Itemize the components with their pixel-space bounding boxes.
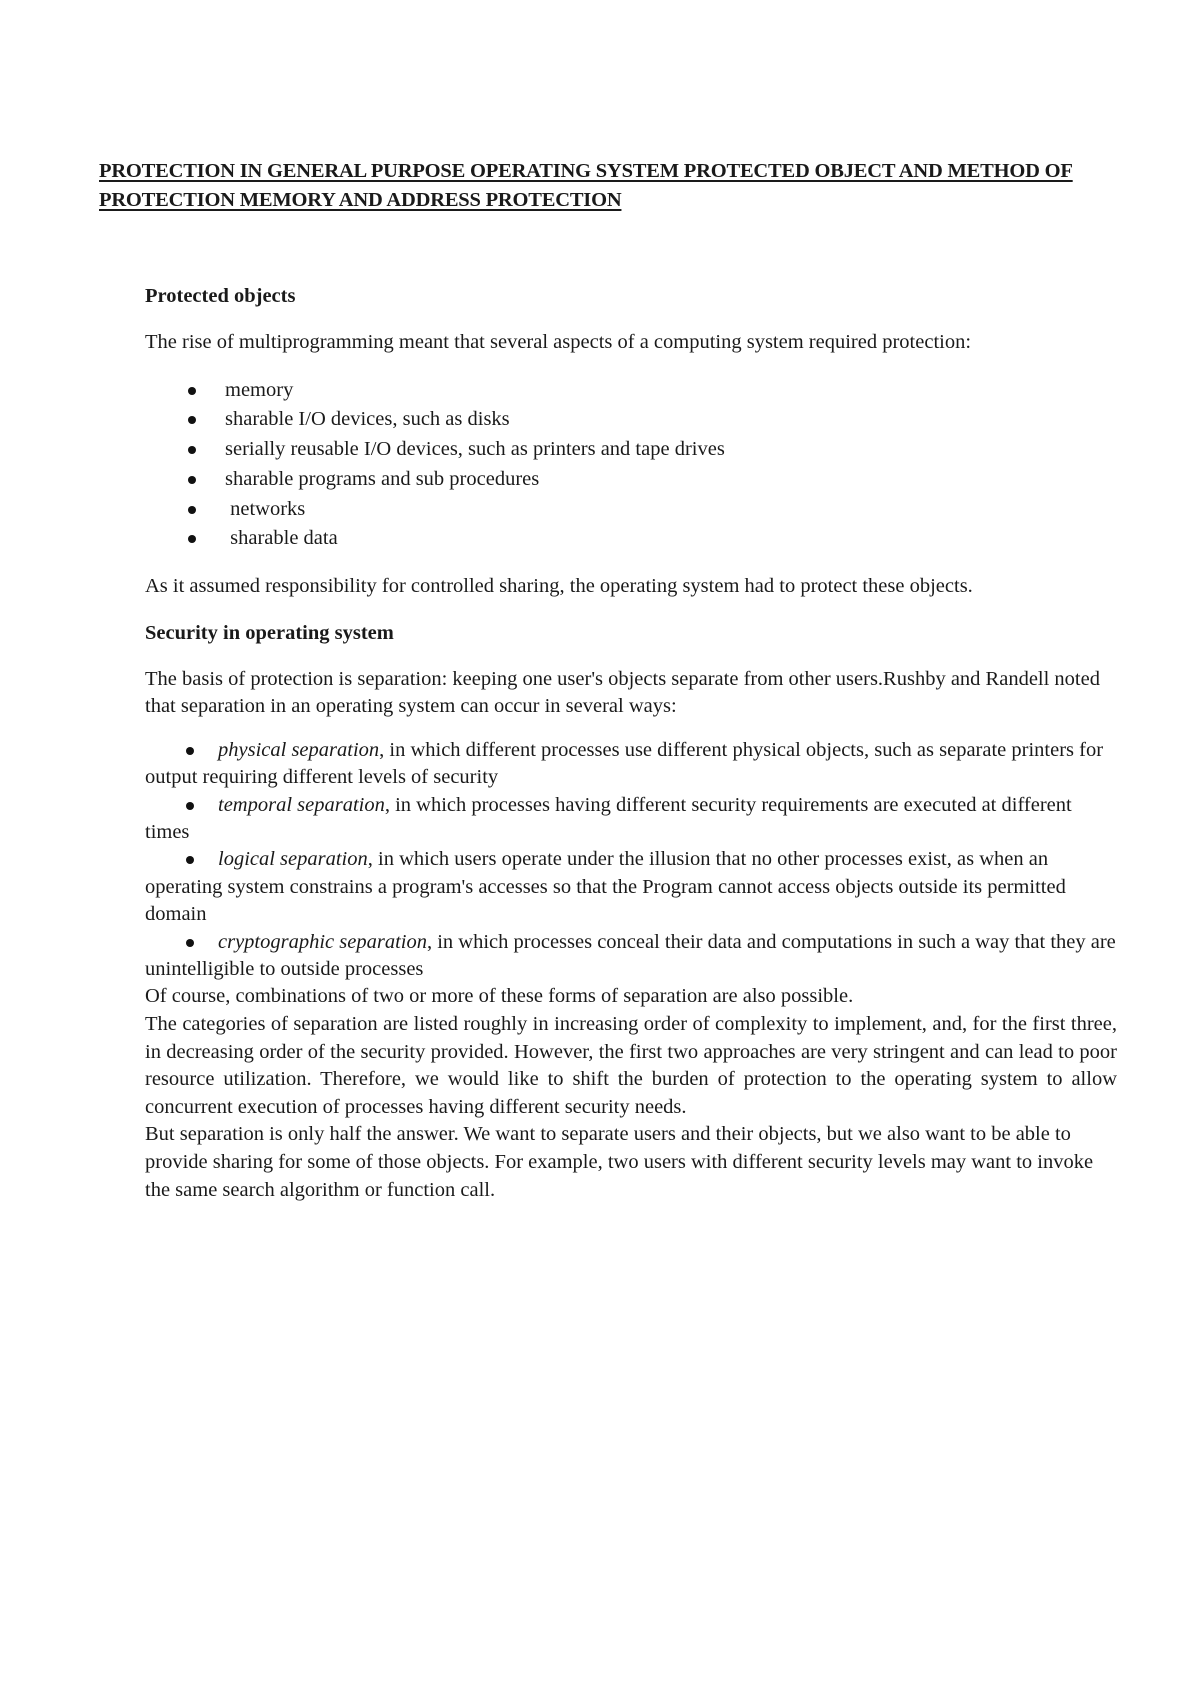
separation-list <box>145 737 1117 984</box>
list-item-text: memory <box>225 378 294 401</box>
separation-term: logical separation <box>218 848 368 871</box>
security-intro: The basis of protection is separation: keeping one user's objects separate from other users.Rushby and Randell noted that separation in an operating system can occur in several ways: <box>145 667 1100 718</box>
list-item-text: sharable I/O devices, such as disks <box>225 408 510 431</box>
list-item-text: sharable data <box>225 527 338 550</box>
separation-description: , in which processes having different security requirements are executed at different times <box>145 793 1072 843</box>
list-item <box>145 524 1117 554</box>
bullet-icon <box>186 747 194 755</box>
separation-item <box>145 792 1117 847</box>
sharing-paragraph: But separation is only half the answer. We want to separate users and their objects, but we also want to be able to provide sharing for some of those objects. For example, two users with different security levels may want to invoke the same search algorithm or function call. <box>145 1123 1094 1201</box>
list-item-text: networks <box>225 497 306 520</box>
bullet-icon <box>188 506 196 514</box>
bullet-icon <box>188 535 196 543</box>
section-heading-security: Security in operating system <box>145 621 394 644</box>
separation-item <box>145 737 1117 792</box>
protected-objects-closing: As it assumed responsibility for controlled sharing, the operating system had to protect these objects. <box>145 575 973 598</box>
list-item <box>145 465 1117 495</box>
bullet-icon <box>186 939 194 947</box>
bullet-icon <box>186 856 194 864</box>
document-body <box>145 283 1117 1204</box>
section-heading-protected-objects: Protected objects <box>145 285 296 307</box>
list-item <box>145 495 1117 525</box>
separation-term: cryptographic separation <box>218 930 427 953</box>
separation-term: temporal separation <box>218 793 385 816</box>
separation-description: , in which users operate under the illusion that no other processes exist, as when an operating system constrains a program's accesses so that the Program cannot access objects outside its permitted domain <box>145 848 1066 926</box>
separation-term: physical separation <box>218 738 380 761</box>
list-item <box>145 405 1117 435</box>
bullet-icon <box>188 476 196 484</box>
combination-paragraph: Of course, combinations of two or more of these forms of separation are also possible. <box>145 985 854 1008</box>
protected-objects-list <box>145 376 1117 555</box>
separation-description: , in which processes conceal their data and computations in such a way that they are unintelligible to outside processes <box>145 930 1116 981</box>
list-item <box>145 376 1117 406</box>
bullet-icon <box>188 416 196 424</box>
list-item <box>145 435 1117 465</box>
bullet-icon <box>188 446 196 454</box>
protected-objects-intro: The rise of multiprogramming meant that several aspects of a computing system required protection: <box>145 331 972 353</box>
list-item-text: serially reusable I/O devices, such as printers and tape drives <box>225 438 725 461</box>
separation-description: , in which different processes use different physical objects, such as separate printers for output requiring different levels of security <box>145 738 1104 789</box>
bullet-icon <box>186 802 194 810</box>
separation-item <box>145 846 1117 928</box>
separation-item <box>145 929 1117 984</box>
bullet-icon <box>188 387 196 395</box>
categories-paragraph: The categories of separation are listed roughly in increasing order of complexity to implement, and, for the first three, in decreasing order of the security provided. However, the first two approaches are very stringent and can lead to poor resource utilization. Therefore, we would like to shift the burden of protection to the operating system to allow concurrent execution of processes having different security needs. <box>145 1013 1117 1118</box>
list-item-text: sharable programs and sub procedures <box>225 467 540 490</box>
document-title: PROTECTION IN GENERAL PURPOSE OPERATING SYSTEM PROTECTED OBJECT AND METHOD OF PROTECTION MEMORY AND ADDRESS PROTECTION <box>99 160 1073 211</box>
